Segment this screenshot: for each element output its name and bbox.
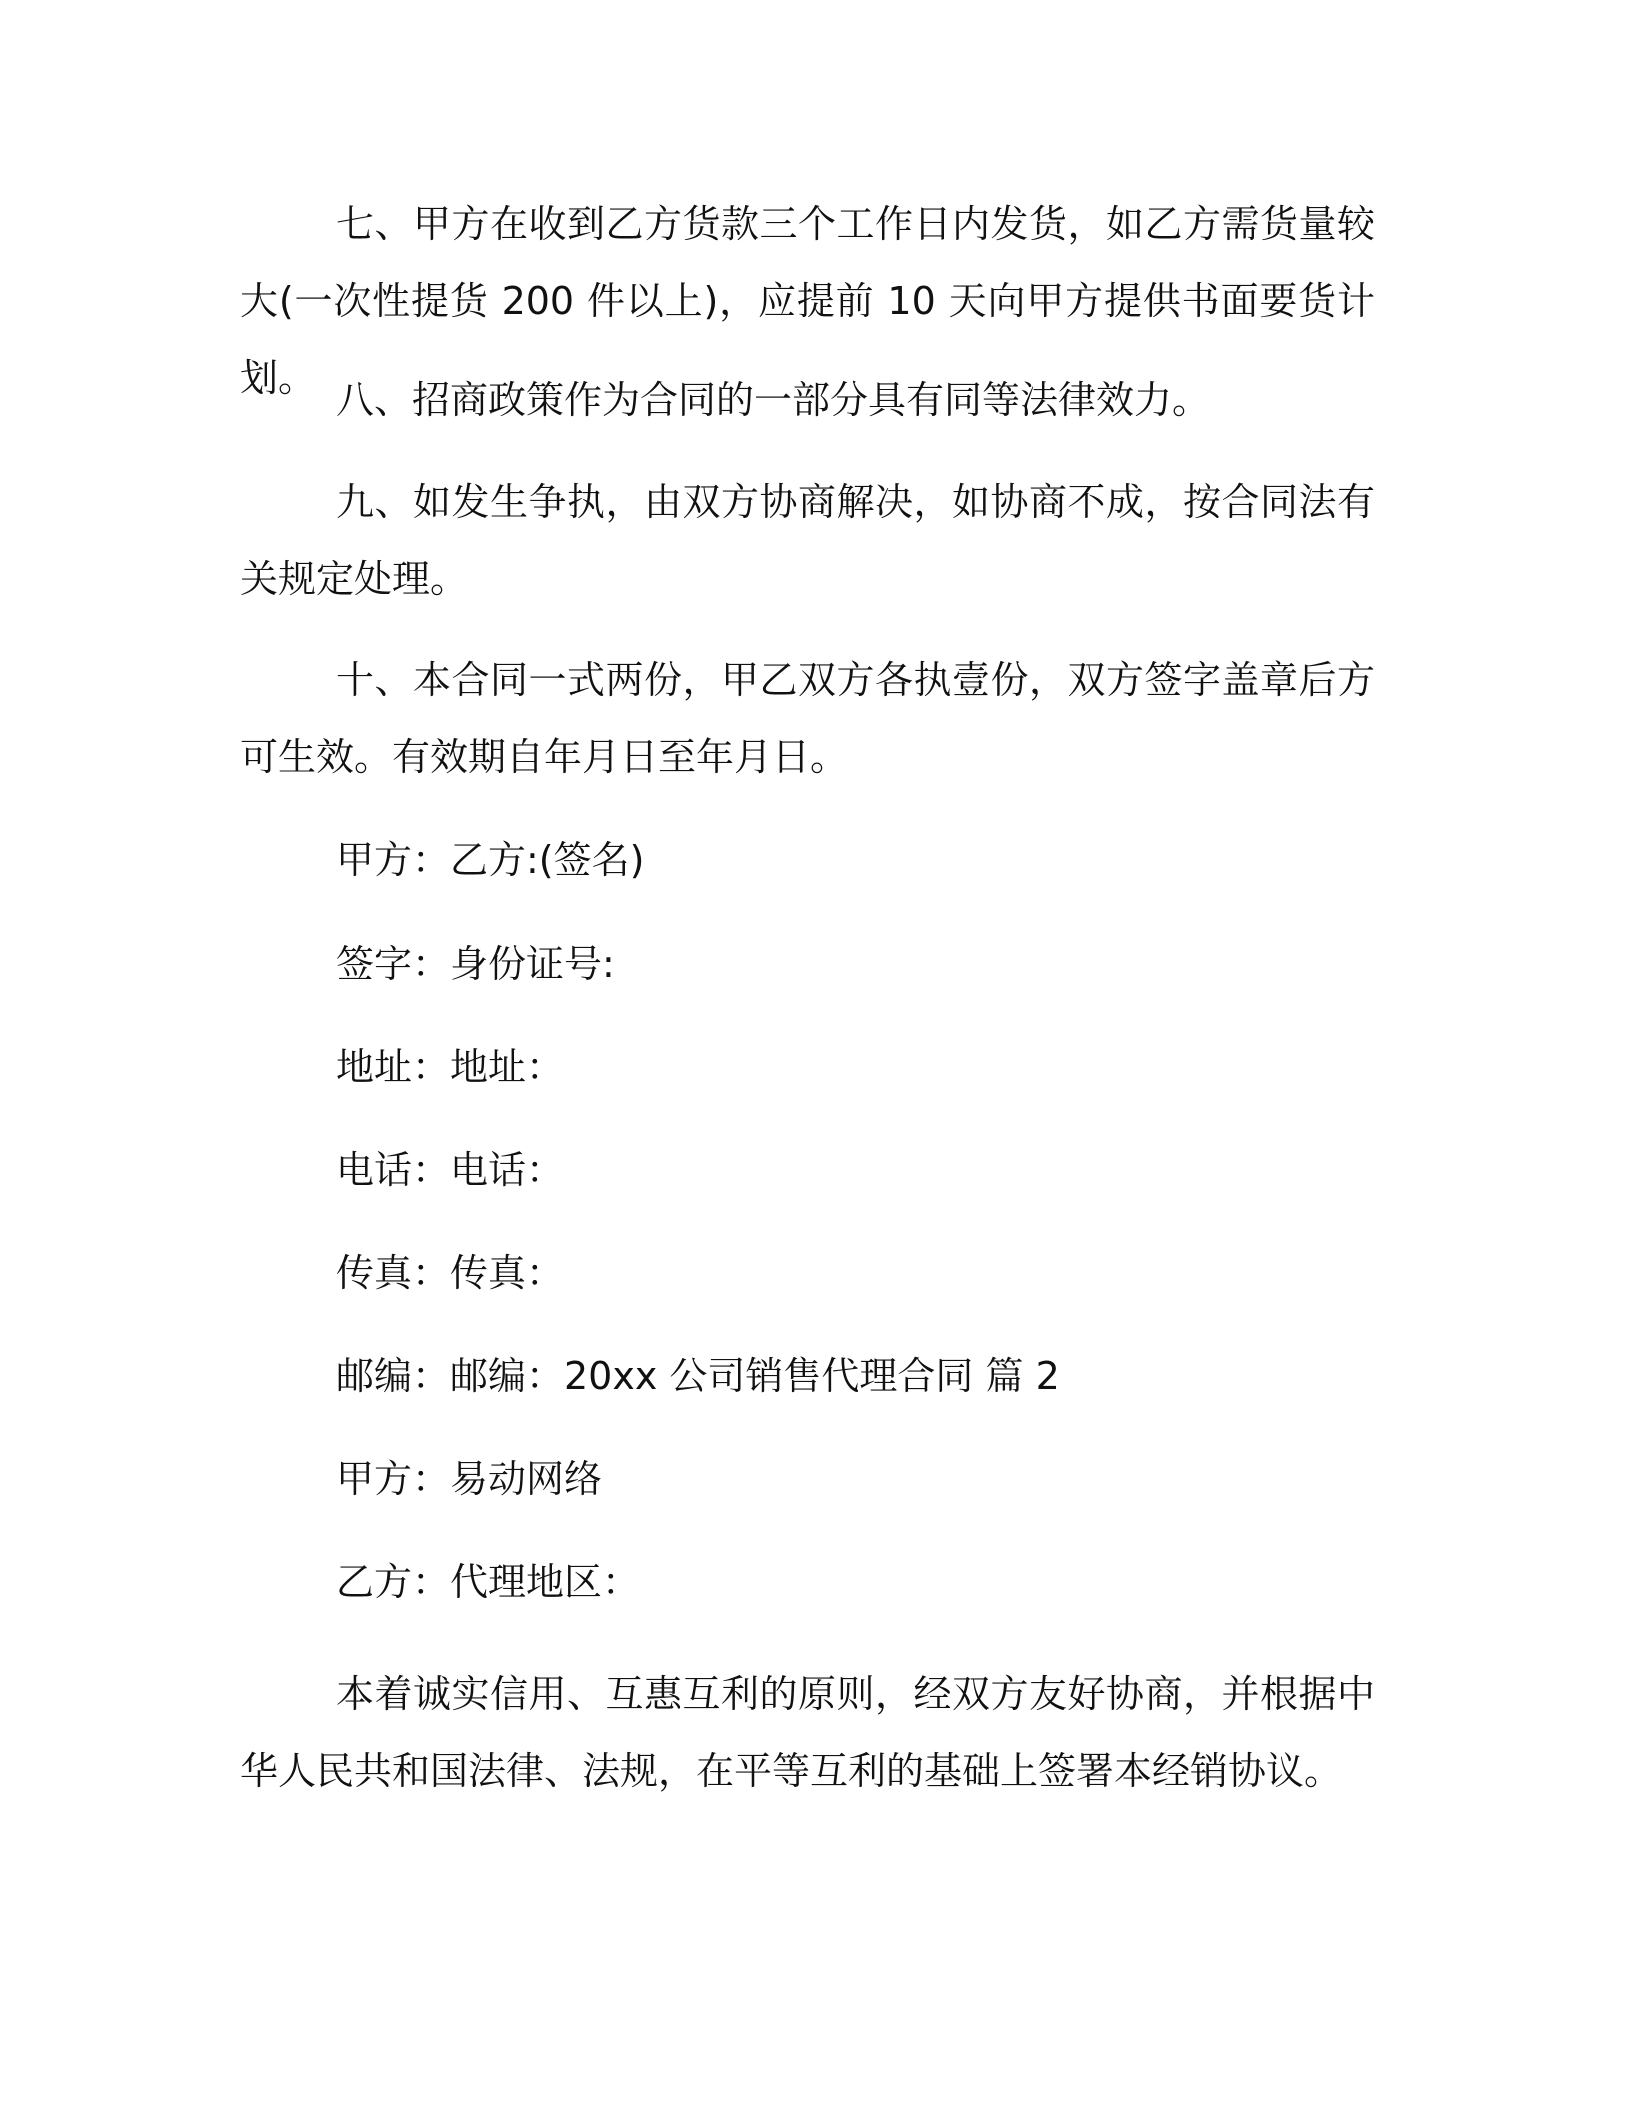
clause-nine: 九、如发生争执，由双方协商解决，如协商不成，按合同法有关规定处理。 bbox=[240, 480, 1375, 601]
postcode-and-contract-heading: 邮编：邮编：20xx 公司销售代理合同 篇 2 bbox=[336, 1354, 1060, 1398]
address-line: 地址：地址： bbox=[336, 1045, 565, 1089]
phone-line: 电话：电话： bbox=[336, 1148, 565, 1192]
clause-seven: 七、甲方在收到乙方货款三个工作日内发货，如乙方需货量较大(一次性提货 200 件以上)，应提前 10 天向甲方提供书面要货计划。 bbox=[240, 202, 1375, 400]
party-b-region-line: 乙方：代理地区： bbox=[336, 1560, 641, 1604]
party-a-line: 甲方：易动网络 bbox=[336, 1457, 603, 1501]
parties-signature-line: 甲方：乙方:(签名) bbox=[336, 838, 645, 882]
preamble-paragraph: 本着诚实信用、互惠互利的原则，经双方友好协商，并根据中华人民共和国法律、法规，在平等互利的基础上签署本经销协议。 bbox=[240, 1672, 1375, 1793]
signature-id-line: 签字：身份证号: bbox=[336, 942, 615, 986]
clause-ten: 十、本合同一式两份，甲乙双方各执壹份，双方签字盖章后方可生效。有效期自年月日至年月日。 bbox=[240, 658, 1375, 779]
fax-line: 传真：传真： bbox=[336, 1251, 565, 1295]
clause-eight: 八、招商政策作为合同的一部分具有同等法律效力。 bbox=[336, 378, 1211, 422]
